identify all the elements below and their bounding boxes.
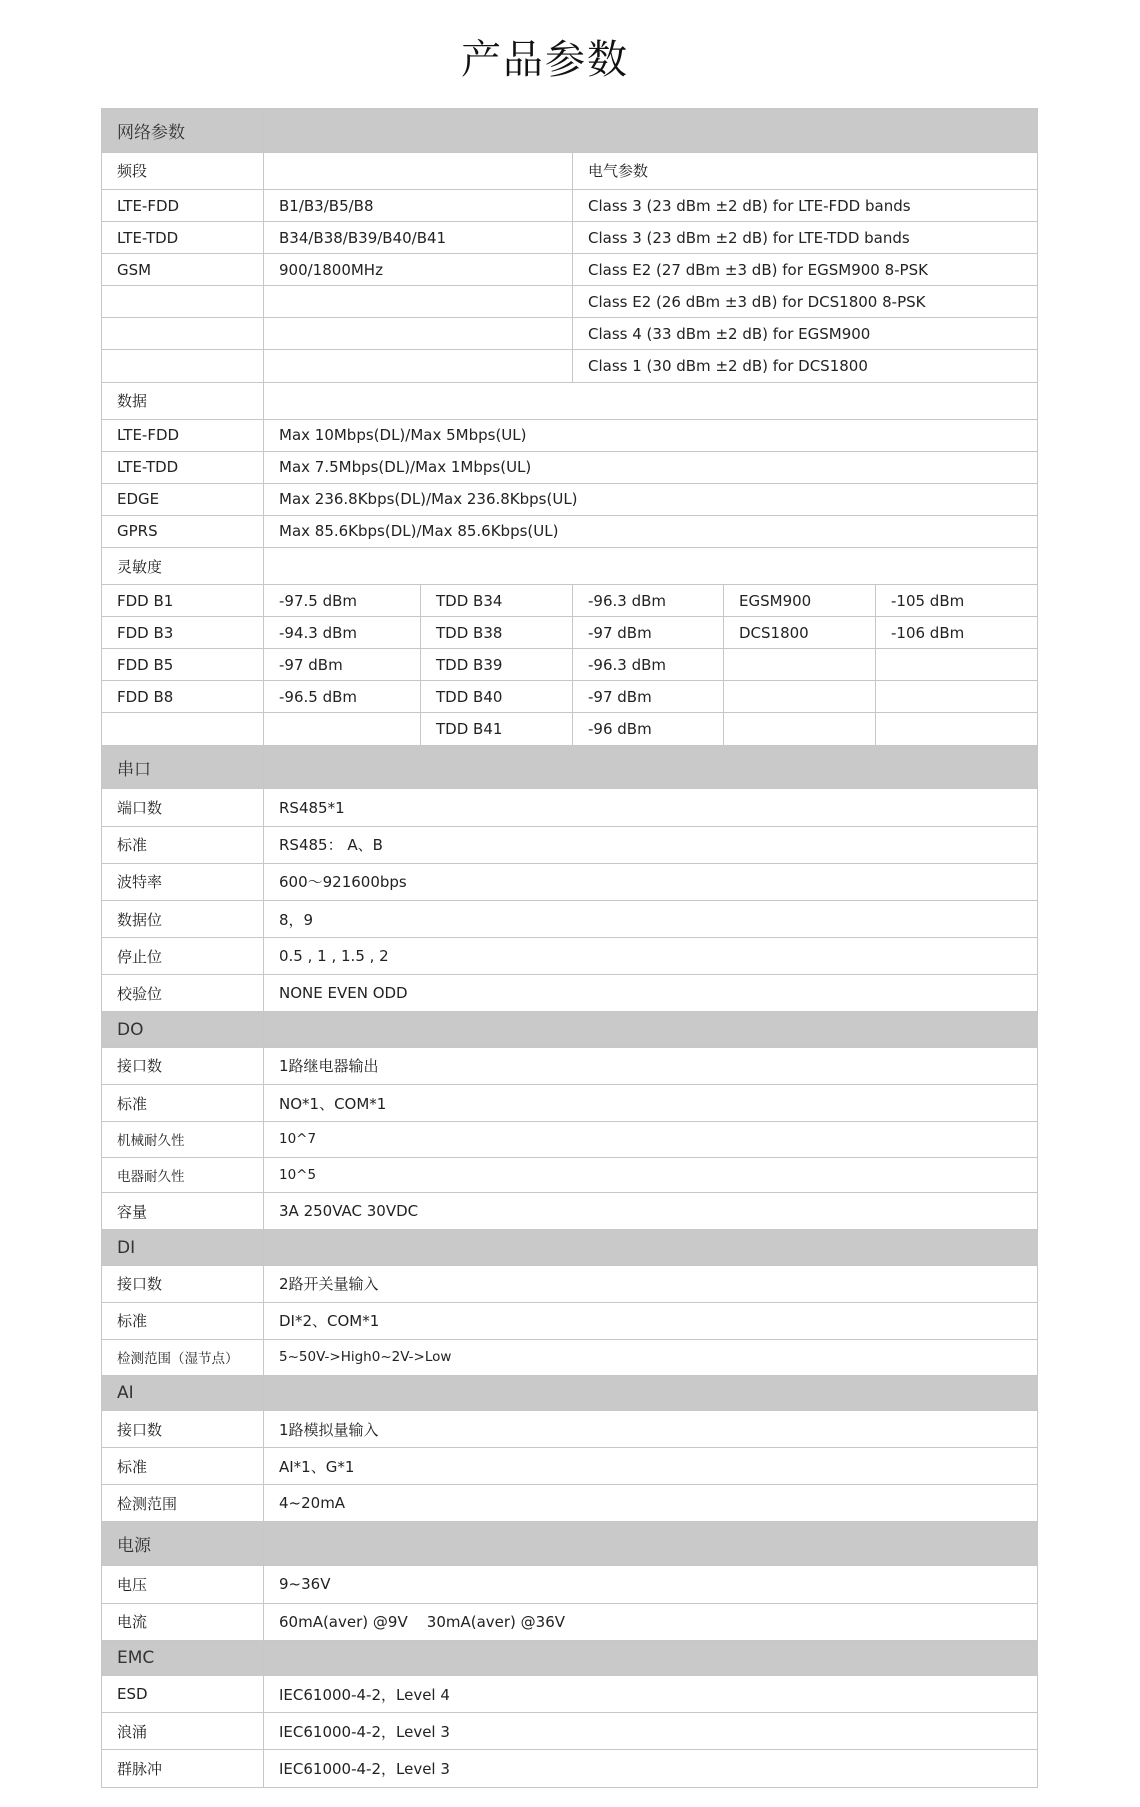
sens-cell: -97 dBm xyxy=(573,681,724,713)
row-label: LTE-TDD xyxy=(102,222,264,254)
sensitivity-row xyxy=(102,713,1038,745)
row-value: 1路模拟量输入 xyxy=(264,1410,1038,1447)
table-row xyxy=(102,1193,1038,1230)
row-value: 4~20mA xyxy=(264,1485,1038,1522)
row-value: 600～921600bps xyxy=(264,863,1038,900)
row-value: 60mA(aver) @9V 30mA(aver) @36V xyxy=(264,1603,1038,1640)
table-row xyxy=(102,1122,1038,1157)
row-label xyxy=(102,286,264,318)
row-label: 容量 xyxy=(102,1193,264,1230)
table-row xyxy=(102,1085,1038,1122)
sensitivity-row xyxy=(102,617,1038,649)
row-value: 8，9 xyxy=(264,900,1038,937)
row-value: IEC61000-4-2，Level 3 xyxy=(264,1713,1038,1750)
sens-cell: -96.3 dBm xyxy=(573,649,724,681)
table-row xyxy=(102,254,1038,286)
table-row xyxy=(102,483,1038,515)
row-label: 停止位 xyxy=(102,938,264,975)
section-header-emc xyxy=(102,1640,1038,1675)
sens-cell xyxy=(876,649,1038,681)
table-row xyxy=(102,451,1038,483)
elec-value: Class E2 (27 dBm ±3 dB) for EGSM900 8-PSK xyxy=(573,254,1038,286)
table-row xyxy=(102,419,1038,451)
sensitivity-row xyxy=(102,681,1038,713)
section-header-network xyxy=(102,109,1038,153)
sensitivity-header-row xyxy=(102,548,1038,585)
row-label: 校验位 xyxy=(102,975,264,1012)
sens-cell: -94.3 dBm xyxy=(264,617,421,649)
table-row xyxy=(102,1265,1038,1302)
table-row xyxy=(102,1603,1038,1640)
row-label: 电流 xyxy=(102,1603,264,1640)
sens-cell: DCS1800 xyxy=(724,617,876,649)
row-value: Max 85.6Kbps(DL)/Max 85.6Kbps(UL) xyxy=(264,515,1038,547)
section-header-ai xyxy=(102,1375,1038,1410)
page-title: 产品参数 xyxy=(461,37,629,83)
row-label: 检测范围（湿节点） xyxy=(102,1340,264,1375)
sens-cell xyxy=(876,713,1038,745)
row-value: 5~50V->High0~2V->Low xyxy=(264,1340,1038,1375)
row-label: 标准 xyxy=(102,1448,264,1485)
row-label: GPRS xyxy=(102,515,264,547)
section-label: EMC xyxy=(102,1640,264,1675)
row-label: ESD xyxy=(102,1676,264,1713)
sens-cell: TDD B40 xyxy=(421,681,573,713)
spec-table xyxy=(101,108,1038,1788)
sens-cell: -97 dBm xyxy=(573,617,724,649)
row-value: RS485： A、B xyxy=(264,826,1038,863)
row-value: 900/1800MHz xyxy=(264,254,573,286)
sens-cell xyxy=(724,713,876,745)
row-label: 标准 xyxy=(102,1302,264,1339)
table-row xyxy=(102,1676,1038,1713)
row-value: Max 7.5Mbps(DL)/Max 1Mbps(UL) xyxy=(264,451,1038,483)
row-label: EDGE xyxy=(102,483,264,515)
row-label: 数据位 xyxy=(102,900,264,937)
row-value: DI*2、COM*1 xyxy=(264,1302,1038,1339)
row-label: 机械耐久性 xyxy=(102,1122,264,1157)
sens-cell: -105 dBm xyxy=(876,585,1038,617)
row-value xyxy=(264,318,573,350)
row-value xyxy=(264,286,573,318)
sensitivity-row xyxy=(102,585,1038,617)
section-label: DO xyxy=(102,1012,264,1047)
row-value: RS485*1 xyxy=(264,789,1038,826)
sens-cell xyxy=(264,713,421,745)
sens-cell xyxy=(724,681,876,713)
sens-cell: FDD B3 xyxy=(102,617,264,649)
table-row xyxy=(102,826,1038,863)
table-row xyxy=(102,1302,1038,1339)
sens-cell: -106 dBm xyxy=(876,617,1038,649)
table-row xyxy=(102,1566,1038,1603)
row-value: IEC61000-4-2，Level 3 xyxy=(264,1750,1038,1788)
table-row xyxy=(102,1340,1038,1375)
section-label: 串口 xyxy=(102,745,264,789)
row-value: 10^7 xyxy=(264,1122,1038,1157)
table-row xyxy=(102,1750,1038,1788)
section-label: 网络参数 xyxy=(102,109,264,153)
sens-cell: -97 dBm xyxy=(264,649,421,681)
table-row xyxy=(102,1485,1038,1522)
row-value: B1/B3/B5/B8 xyxy=(264,190,573,222)
row-label: LTE-FDD xyxy=(102,419,264,451)
elec-value: Class 3 (23 dBm ±2 dB) for LTE-FDD bands xyxy=(573,190,1038,222)
sens-cell xyxy=(102,713,264,745)
sens-cell: FDD B1 xyxy=(102,585,264,617)
row-label xyxy=(102,350,264,382)
row-label: GSM xyxy=(102,254,264,286)
table-row xyxy=(102,900,1038,937)
row-value: 10^5 xyxy=(264,1157,1038,1192)
row-label: LTE-FDD xyxy=(102,190,264,222)
row-label: 浪涌 xyxy=(102,1713,264,1750)
table-row xyxy=(102,1410,1038,1447)
elec-value: Class 1 (30 dBm ±2 dB) for DCS1800 xyxy=(573,350,1038,382)
row-label: 标准 xyxy=(102,826,264,863)
row-label: LTE-TDD xyxy=(102,451,264,483)
sens-cell xyxy=(724,649,876,681)
table-row xyxy=(102,1448,1038,1485)
row-label xyxy=(102,318,264,350)
section-header-do xyxy=(102,1012,1038,1047)
table-row xyxy=(102,1157,1038,1192)
row-label: 接口数 xyxy=(102,1047,264,1084)
sens-cell: FDD B8 xyxy=(102,681,264,713)
elec-value: Class 4 (33 dBm ±2 dB) for EGSM900 xyxy=(573,318,1038,350)
sens-cell: -97.5 dBm xyxy=(264,585,421,617)
data-header-row xyxy=(102,382,1038,419)
row-label: 电压 xyxy=(102,1566,264,1603)
sens-cell: FDD B5 xyxy=(102,649,264,681)
row-label: 接口数 xyxy=(102,1265,264,1302)
table-row xyxy=(102,318,1038,350)
row-label: 标准 xyxy=(102,1085,264,1122)
row-value: NO*1、COM*1 xyxy=(264,1085,1038,1122)
section-header-serial xyxy=(102,745,1038,789)
row-value: Max 236.8Kbps(DL)/Max 236.8Kbps(UL) xyxy=(264,483,1038,515)
table-row xyxy=(102,1047,1038,1084)
table-row xyxy=(102,190,1038,222)
row-label: 检测范围 xyxy=(102,1485,264,1522)
table-row xyxy=(102,1713,1038,1750)
table-row xyxy=(102,789,1038,826)
sens-cell: -96.3 dBm xyxy=(573,585,724,617)
table-row xyxy=(102,222,1038,254)
table-row xyxy=(102,975,1038,1012)
row-value: 2路开关量输入 xyxy=(264,1265,1038,1302)
band-header-row xyxy=(102,152,1038,189)
row-label: 波特率 xyxy=(102,863,264,900)
sens-cell: EGSM900 xyxy=(724,585,876,617)
row-label: 端口数 xyxy=(102,789,264,826)
elec-header: 电气参数 xyxy=(573,152,1038,189)
row-value: 9~36V xyxy=(264,1566,1038,1603)
sens-cell: TDD B38 xyxy=(421,617,573,649)
sens-cell xyxy=(876,681,1038,713)
sensitivity-header: 灵敏度 xyxy=(102,548,264,585)
section-header-di xyxy=(102,1230,1038,1265)
elec-value: Class 3 (23 dBm ±2 dB) for LTE-TDD bands xyxy=(573,222,1038,254)
sens-cell: TDD B41 xyxy=(421,713,573,745)
band-header: 频段 xyxy=(102,152,264,189)
sens-cell: TDD B34 xyxy=(421,585,573,617)
row-value: 1路继电器输出 xyxy=(264,1047,1038,1084)
table-row xyxy=(102,863,1038,900)
row-value xyxy=(264,350,573,382)
sensitivity-row xyxy=(102,649,1038,681)
row-value: NONE EVEN ODD xyxy=(264,975,1038,1012)
section-label: AI xyxy=(102,1375,264,1410)
sens-cell: TDD B39 xyxy=(421,649,573,681)
sens-cell: -96 dBm xyxy=(573,713,724,745)
table-row xyxy=(102,515,1038,547)
data-header: 数据 xyxy=(102,382,264,419)
row-value: 0.5 , 1 , 1.5 , 2 xyxy=(264,938,1038,975)
row-value: AI*1、G*1 xyxy=(264,1448,1038,1485)
section-header-power xyxy=(102,1522,1038,1566)
sens-cell: -96.5 dBm xyxy=(264,681,421,713)
section-label: DI xyxy=(102,1230,264,1265)
table-row xyxy=(102,286,1038,318)
row-value: IEC61000-4-2，Level 4 xyxy=(264,1676,1038,1713)
row-value: Max 10Mbps(DL)/Max 5Mbps(UL) xyxy=(264,419,1038,451)
row-label: 电器耐久性 xyxy=(102,1157,264,1192)
row-label: 群脉冲 xyxy=(102,1750,264,1788)
table-row xyxy=(102,938,1038,975)
elec-value: Class E2 (26 dBm ±3 dB) for DCS1800 8-PSK xyxy=(573,286,1038,318)
row-value: B34/B38/B39/B40/B41 xyxy=(264,222,573,254)
row-label: 接口数 xyxy=(102,1410,264,1447)
section-label: 电源 xyxy=(102,1522,264,1566)
row-value: 3A 250VAC 30VDC xyxy=(264,1193,1038,1230)
table-row xyxy=(102,350,1038,382)
